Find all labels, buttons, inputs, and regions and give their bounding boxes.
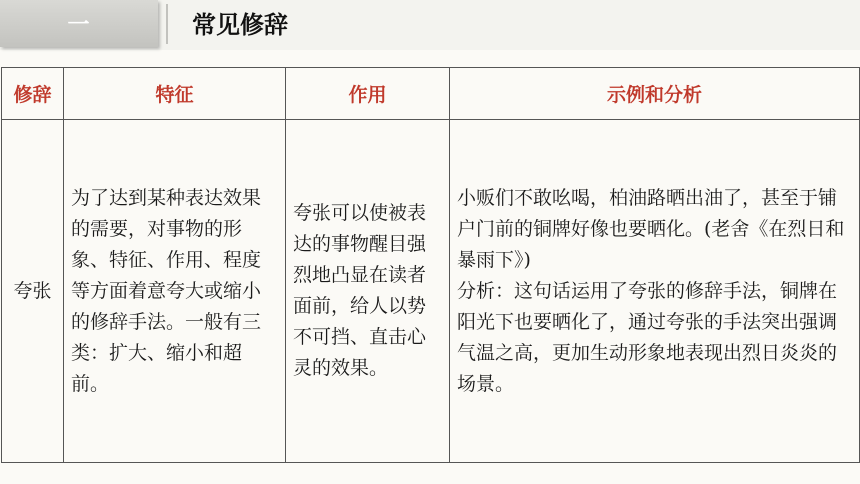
column-header-feature: 特征: [64, 68, 286, 120]
table-row: [2, 120, 860, 463]
column-header-effect: 作用: [286, 68, 450, 120]
section-number: 一: [67, 13, 91, 38]
effect-cell: 夸张可以使被表达的事物醒目强烈地凸显在读者面前，给人以势不可挡、直击心灵的效果。: [286, 120, 450, 463]
section-number-tab: [0, 0, 158, 47]
feature-cell: 为了达到某种表达效果的需要，对事物的形象、特征、作用、程度等方面着意夸大或缩小的修辞手法。一般有三类：扩大、缩小和超前。: [64, 120, 286, 463]
table-header-row: [2, 68, 860, 120]
rhetoric-table: [1, 67, 860, 463]
column-header-example: 示例和分析: [450, 68, 860, 120]
example-cell: [450, 120, 860, 463]
analysis-text: 分析：这句话运用了夸张的修辞手法，铜牌在阳光下也要晒化了，通过夸张的手法突出强调气温之高，更加生动形象地表现出烈日炎炎的场景。: [457, 279, 838, 395]
column-header-device: 修辞: [2, 68, 64, 120]
page-title: 常见修辞: [192, 11, 288, 39]
device-cell: 夸张: [2, 120, 64, 463]
example-text: 小贩们不敢吆喝，柏油路晒出油了，甚至于铺户门前的铜牌好像也要晒化。(老舍《在烈日和暴雨下》): [457, 186, 845, 271]
title-divider: [166, 4, 168, 44]
